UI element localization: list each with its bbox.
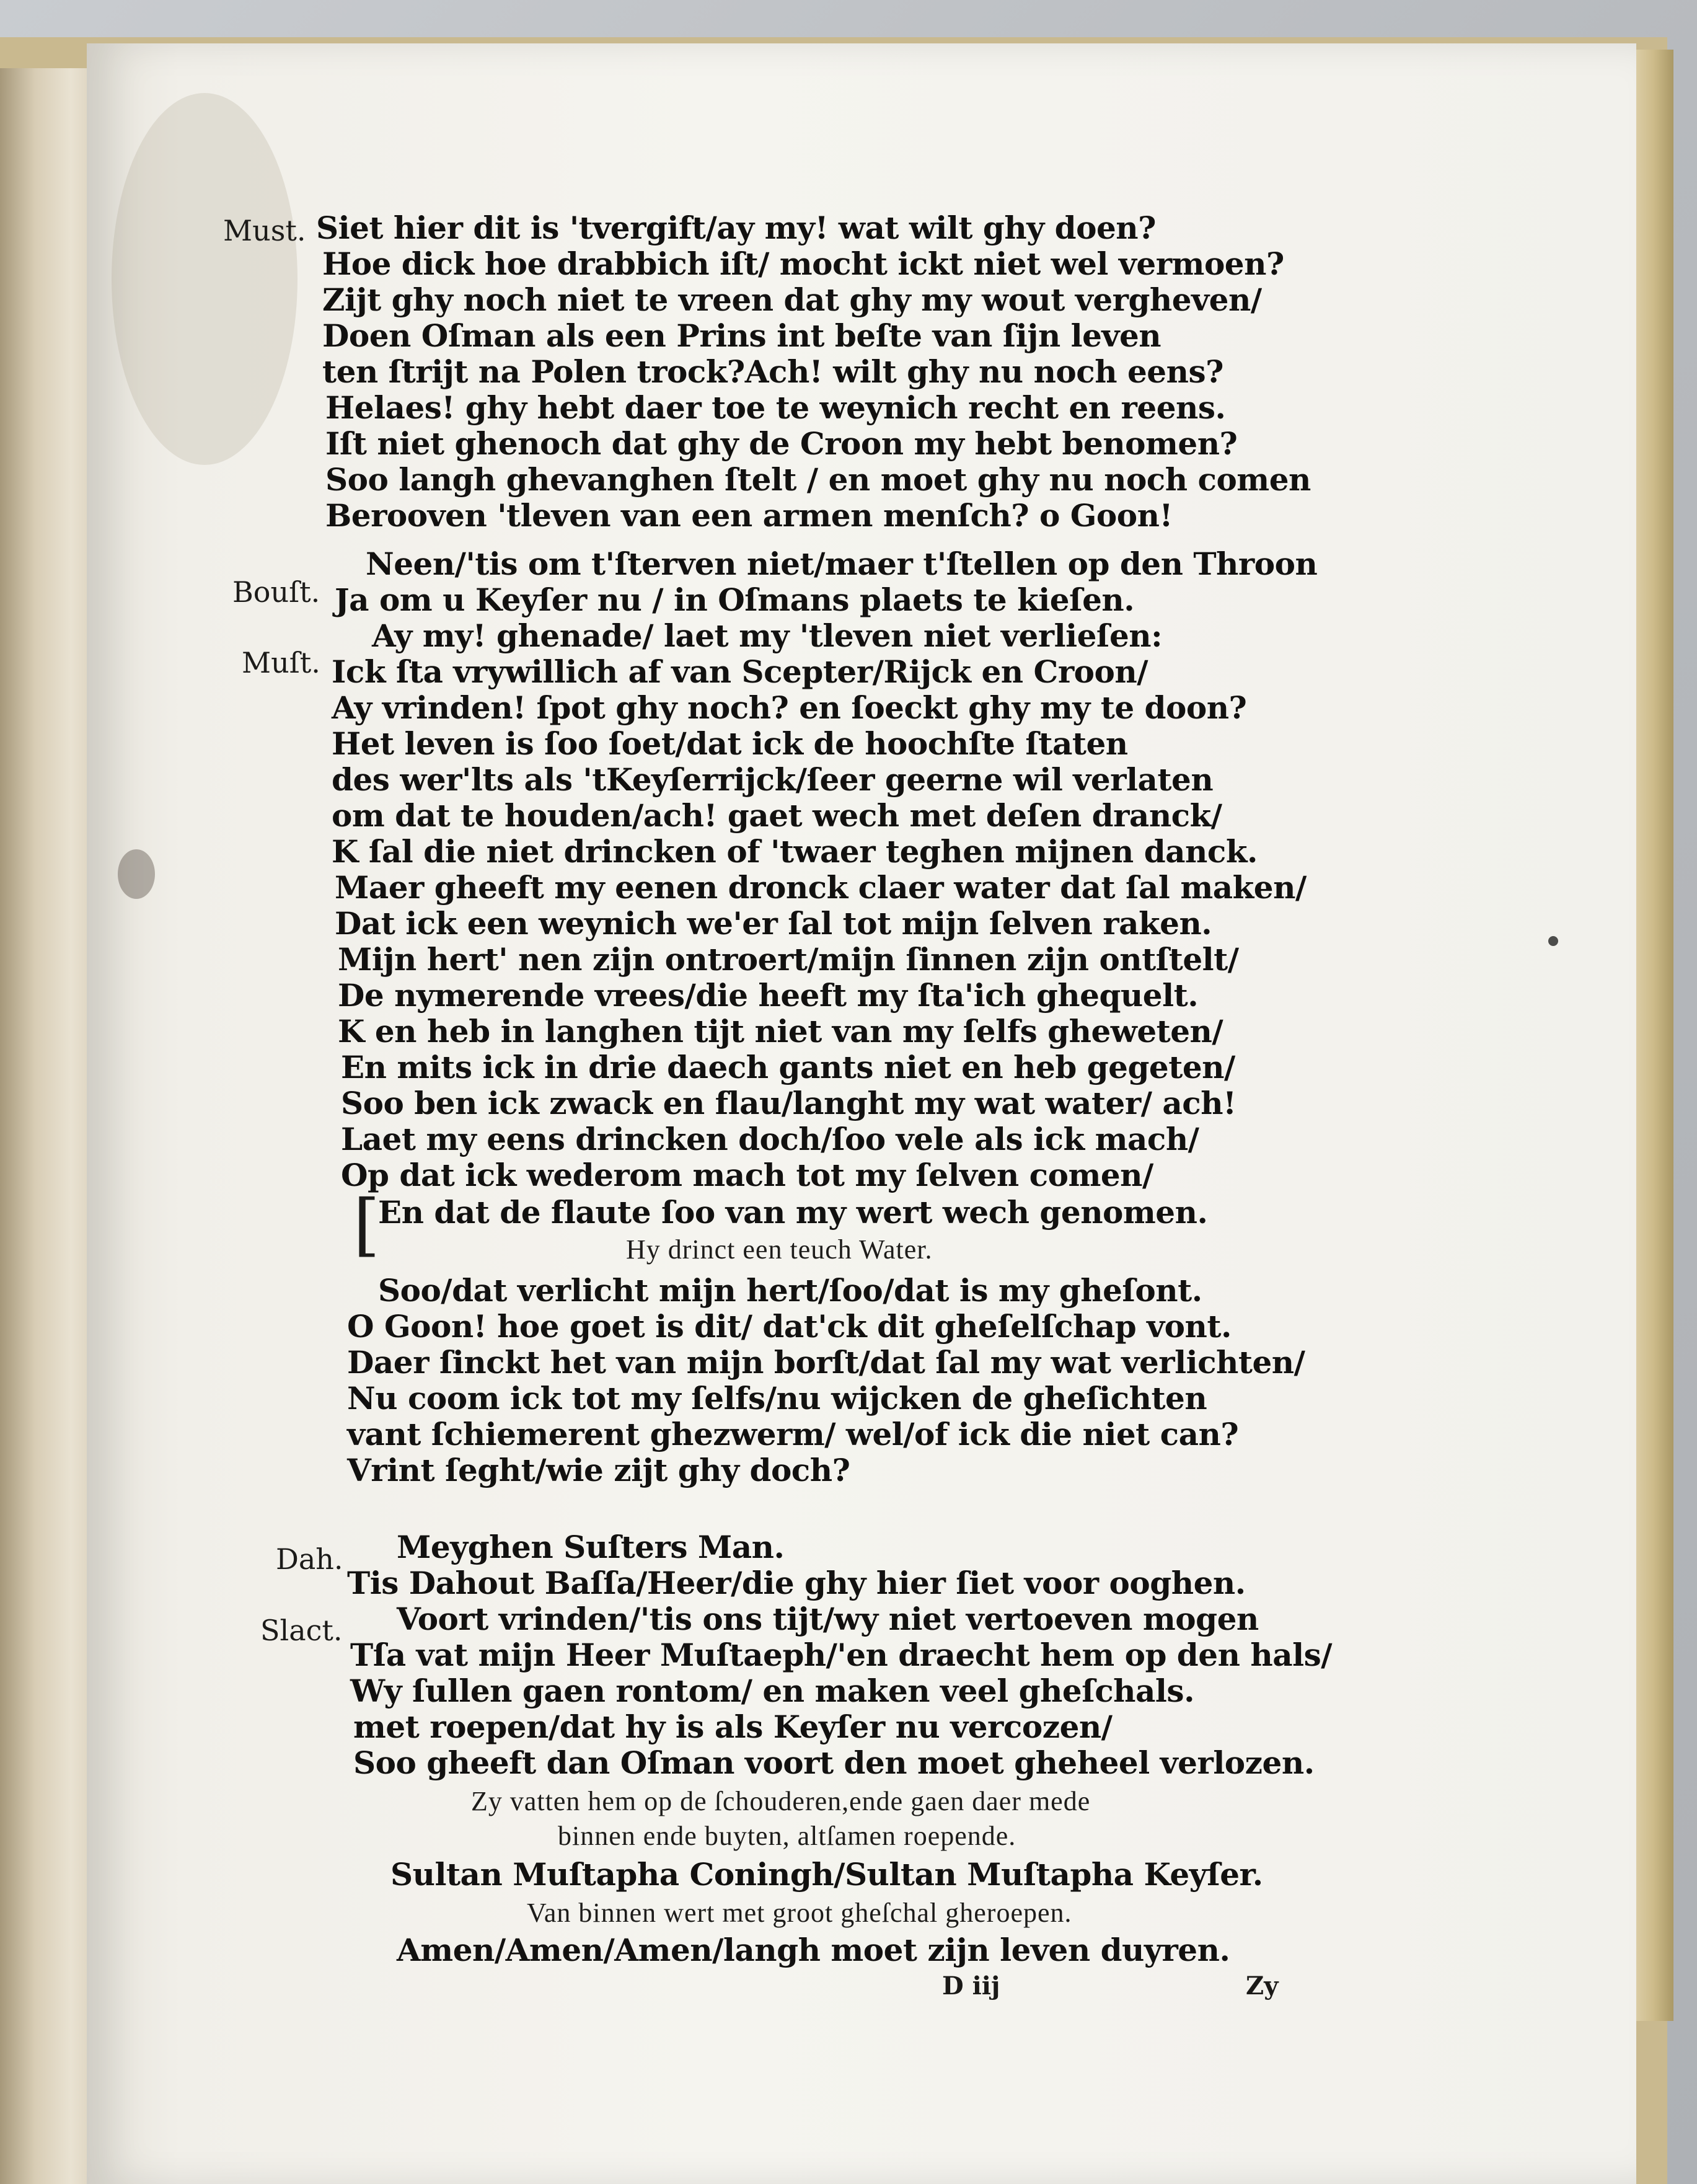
verse-line: Daer ſinckt het van mijn borſt/dat ſal my wat verlichten/ — [347, 1344, 1305, 1381]
verse-line: Voort vrinden/'tis ons tijt/wy niet vertoeven mogen — [397, 1601, 1259, 1637]
verse-line: Ay vrinden! ſpot ghy noch? en ſoeckt ghy my te doon? — [332, 689, 1247, 726]
speaker-label: Slact. — [260, 1614, 343, 1647]
stage-direction: Zy vatten hem op de ſchouderen,ende gaen daer mede — [471, 1786, 1091, 1816]
verse-line: Ick ſta vrywillich af van Scepter/Rijck en Croon/ — [332, 653, 1148, 690]
verse-line: Meyghen Suſters Man. — [397, 1529, 785, 1565]
verse-line: Ja om u Keyſer nu / in Oſmans plaets te kieſen. — [335, 581, 1135, 618]
verse-line: De nymerende vrees/die heeft my ſta'ich ghequelt. — [338, 977, 1199, 1014]
verse-line: om dat te houden/ach! gaet wech met deſen dranck/ — [332, 797, 1222, 834]
verse-line: Zijt ghy noch niet te vreen dat ghy my wout vergheven/ — [322, 281, 1262, 318]
verse-line: Siet hier dit is 'tvergift/ay my! wat wilt ghy doen? — [316, 210, 1156, 246]
book-page — [87, 43, 1636, 2184]
speaker-label: Muſt. — [242, 646, 320, 679]
verse-line: Helaes! ghy hebt daer toe te weynich recht en reens. — [325, 389, 1226, 426]
verse-line: ten ſtrijt na Polen trock?Ach! wilt ghy nu noch eens? — [322, 353, 1223, 390]
ink-dot — [1548, 936, 1558, 946]
verse-line: Tſa vat mijn Heer Muſtaeph/'en draecht hem op den hals/ — [350, 1637, 1332, 1673]
stage-direction: Van binnen wert met groot gheſchal gheroepen. — [527, 1898, 1072, 1928]
verse-line: Wy ſullen gaen rontom/ en maken veel gheſchals. — [350, 1673, 1194, 1709]
speaker-label: Must. — [223, 214, 306, 247]
verse-line: Doen Oſman als een Prins int beſte van ſijn leven — [322, 317, 1161, 354]
verse-line: K ſal die niet drincken of 'twaer teghen mijnen danck. — [332, 833, 1258, 870]
verse-line: met roepen/dat hy is als Keyſer nu vercozen/ — [353, 1709, 1113, 1745]
verse-line: Soo langh ghevanghen ſtelt / en moet ghy nu noch comen — [325, 461, 1311, 498]
verse-line: Het leven is ſoo ſoet/dat ick de hoochſte ſtaten — [332, 725, 1128, 762]
verse-line: Dat ick een weynich we'er ſal tot mijn ſelven raken. — [335, 905, 1212, 942]
verse-line: Laet my eens drincken doch/ſoo vele als ick mach/ — [341, 1121, 1199, 1157]
verse-line: Soo gheeft dan Oſman voort den moet gheheel verlozen. — [353, 1744, 1315, 1781]
acclamation-line: Sultan Muſtapha Coningh/Sultan Muſtapha Keyſer. — [390, 1856, 1263, 1893]
verse-line: Hoe dick hoe drabbich iſt/ mocht ickt niet wel vermoen? — [322, 245, 1284, 282]
verse-line: vant ſchiemerent ghezwerm/ wel/of ick die niet can? — [347, 1416, 1239, 1452]
stage-direction: binnen ende buyten, altſamen roepende. — [558, 1821, 1016, 1851]
verse-line: Maer gheeft my eenen dronck claer water dat ſal maken/ — [335, 869, 1307, 906]
catchword: Zy — [1246, 1971, 1279, 2001]
verse-line: Vrint ſeght/wie zijt ghy doch? — [347, 1452, 850, 1488]
verse-line: Op dat ick wederom mach tot my ſelven comen/ — [341, 1157, 1153, 1193]
verse-line: Neen/'tis om t'ſterven niet/maer t'ſtellen op den Throon — [366, 546, 1318, 582]
page-stain — [118, 849, 155, 899]
stage-bracket: [ — [353, 1185, 380, 1264]
acclamation-line: Amen/Amen/Amen/langh moet zijn leven duyren. — [397, 1932, 1230, 1968]
verse-line: Soo/dat verlicht mijn hert/ſoo/dat is my gheſont. — [378, 1272, 1202, 1309]
verse-line: Berooven 'tleven van een armen menſch? o Goon! — [325, 497, 1173, 534]
verse-line: Iſt niet ghenoch dat ghy de Croon my hebt benomen? — [325, 425, 1238, 462]
verse-line: Soo ben ick zwack en flau/langht my wat water/ ach! — [341, 1085, 1236, 1121]
speaker-label: Dah. — [276, 1542, 343, 1576]
stage-direction: Hy drinct een teuch Water. — [626, 1234, 933, 1265]
verse-line: O Goon! hoe goet is dit/ dat'ck dit gheſelſchap vont. — [347, 1308, 1232, 1345]
signature-mark: D iij — [942, 1971, 1000, 2001]
verse-line: K en heb in langhen tijt niet van my ſelfs gheweten/ — [338, 1013, 1223, 1050]
page-stain — [112, 93, 298, 465]
verse-line: Mijn hert' nen zijn ontroert/mijn ſinnen zijn ontſtelt/ — [338, 941, 1239, 978]
verse-line: Nu coom ick tot my ſelfs/nu wijcken de gheſichten — [347, 1380, 1207, 1417]
verse-line: En mits ick in drie daech gants niet en heb gegeten/ — [341, 1049, 1235, 1085]
verse-line: des wer'lts als 'tKeyſerrijck/ſeer geerne wil verlaten — [332, 761, 1214, 798]
verse-line: Tis Dahout Baſſa/Heer/die ghy hier ſiet voor ooghen. — [347, 1565, 1246, 1601]
speaker-label: Bouſt. — [232, 575, 320, 609]
verse-line: Ay my! ghenade/ laet my 'tleven niet verlieſen: — [372, 617, 1163, 654]
verse-line: En dat de flaute ſoo van my wert wech genomen. — [378, 1194, 1208, 1231]
